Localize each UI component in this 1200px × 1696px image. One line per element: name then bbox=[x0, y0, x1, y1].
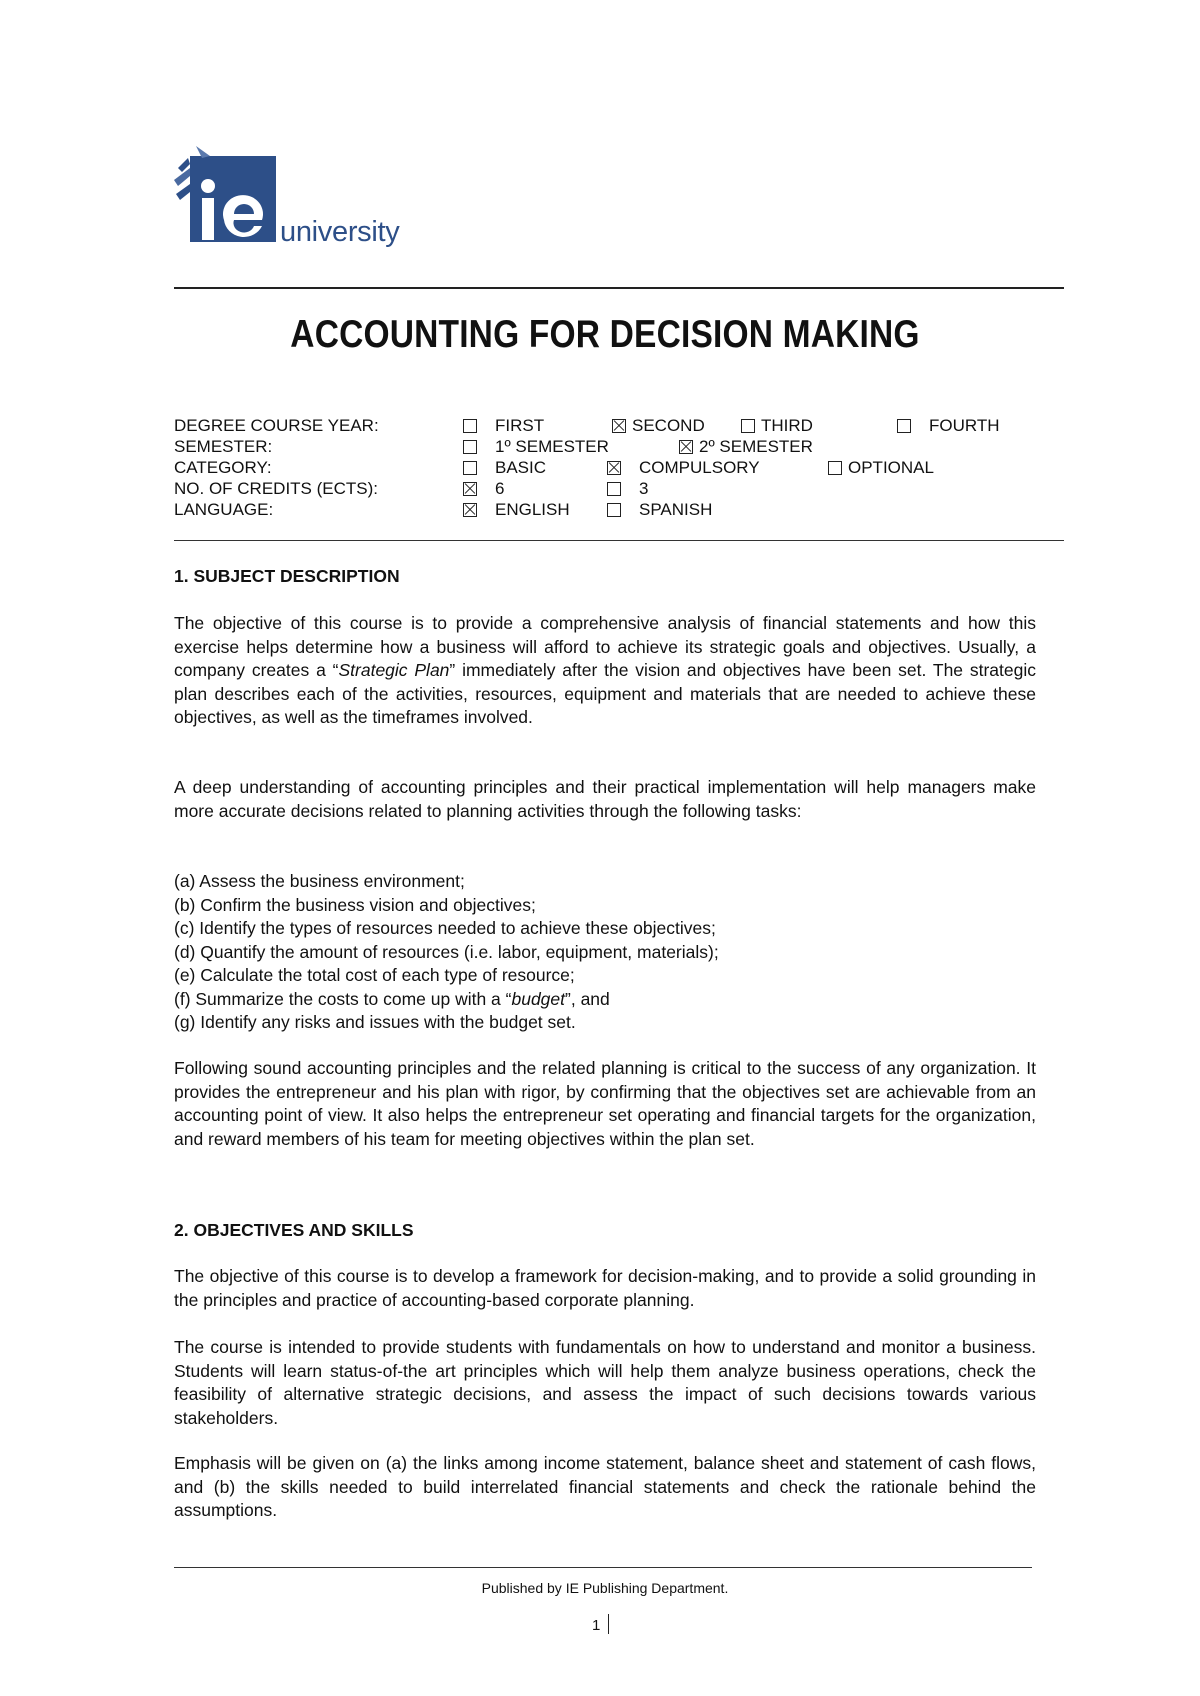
option-first[interactable]: FIRST bbox=[463, 415, 544, 436]
section-2-paragraph-1: The objective of this course is to develop a framework for decision-making, and to provide a solid grounding in the principles and practice of accounting-based corporate planning. bbox=[174, 1266, 1036, 1310]
section-2-paragraph-2: The course is intended to provide students with fundamentals on how to understand and monitor a business. Students will learn status-of-the art principles which will help them analyze business operations, check the feasibility of alternative strategic decisions, and assess the impact of such decisions towards various stakeholders. bbox=[174, 1337, 1036, 1428]
footer-publisher: Published by IE Publishing Department. bbox=[481, 1580, 729, 1596]
page-number-bar bbox=[608, 1614, 609, 1634]
label-category: CATEGORY: bbox=[174, 458, 272, 477]
option-spanish[interactable]: SPANISH bbox=[607, 499, 712, 520]
top-divider bbox=[174, 287, 1064, 289]
ie-logo-mark bbox=[174, 146, 284, 246]
list-item: (g) Identify any risks and issues with the budget set. bbox=[174, 1012, 576, 1032]
checkbox-compulsory[interactable] bbox=[607, 461, 621, 475]
checkbox-2-semester[interactable] bbox=[679, 440, 693, 454]
strategic-plan-emphasis: Strategic Plan bbox=[338, 660, 450, 680]
ie-university-logo bbox=[174, 146, 424, 258]
option-compulsory[interactable]: COMPULSORY bbox=[607, 457, 760, 478]
option-second[interactable]: SECOND bbox=[612, 415, 705, 436]
info-divider bbox=[174, 540, 1064, 541]
section-2-paragraph-3: Emphasis will be given on (a) the links among income statement, balance sheet and statement of cash flows, and (b) the skills needed to build interrelated financial statements and check the rationale behind the assumptions. bbox=[174, 1453, 1036, 1520]
page-number: 1 bbox=[592, 1617, 601, 1634]
checkbox-1-semester[interactable] bbox=[463, 440, 477, 454]
section-1-paragraph-1: The objective of this course is to provide a comprehensive analysis of financial statements and how this exercise helps determine how a business will afford to achieve its strategic goals and objectives. Usually, a company creates a “Strategic Plan” immediately after the vision and objectives have been set. The strategic plan describes each of the activities, resources, equipment and materials that are needed to achieve these objectives, as well as the timeframes involved. bbox=[174, 613, 1037, 727]
list-item: (f) Summarize the costs to come up with a “budget”, and bbox=[174, 988, 610, 1009]
label-semester: SEMESTER: bbox=[174, 437, 273, 456]
checkbox-spanish[interactable] bbox=[607, 503, 621, 517]
option-third[interactable]: THIRD bbox=[741, 415, 813, 436]
checkbox-fourth[interactable] bbox=[897, 419, 911, 433]
label-language: LANGUAGE: bbox=[174, 500, 274, 519]
option-credits-3[interactable]: 3 bbox=[607, 478, 648, 499]
section-1-paragraph-3: Following sound accounting principles and the related planning is critical to the success of any organization. It provides the entrepreneur and his plan with rigor, by confirming that the objectives set are achievable from an accounting point of view. It also helps the entrepreneur set operating and financial targets for the organization, and reward members of his team for meeting objectives within the plan set. bbox=[174, 1058, 1036, 1149]
option-1-semester[interactable]: 1º SEMESTER bbox=[463, 436, 609, 457]
option-optional[interactable]: OPTIONAL bbox=[828, 457, 934, 478]
option-english[interactable]: ENGLISH bbox=[463, 499, 570, 520]
section-1-paragraph-2: A deep understanding of accounting principles and their practical implementation will help managers make more accurate decisions related to planning activities through the following tasks: bbox=[174, 777, 1036, 821]
checkbox-english[interactable] bbox=[463, 503, 477, 517]
label-degree-course-year: DEGREE COURSE YEAR: bbox=[174, 416, 379, 435]
checkbox-credits-6[interactable] bbox=[463, 482, 477, 496]
option-credits-6[interactable]: 6 bbox=[463, 478, 504, 499]
list-item: (e) Calculate the total cost of each type of resource; bbox=[174, 965, 575, 985]
list-item: (d) Quantify the amount of resources (i.e. labor, equipment, materials); bbox=[174, 941, 719, 962]
list-item: (a) Assess the business environment; bbox=[174, 871, 465, 891]
list-item: (c) Identify the types of resources needed to achieve these objectives; bbox=[174, 918, 716, 938]
checkbox-basic[interactable] bbox=[463, 461, 477, 475]
checkbox-third[interactable] bbox=[741, 419, 755, 433]
section-1-heading: 1. SUBJECT DESCRIPTION bbox=[174, 566, 400, 586]
section-2-heading: 2. OBJECTIVES AND SKILLS bbox=[174, 1220, 414, 1240]
option-fourth[interactable]: FOURTH bbox=[897, 415, 1000, 436]
task-list bbox=[174, 870, 1036, 1035]
budget-emphasis: budget bbox=[511, 988, 566, 1009]
option-2-semester[interactable]: 2º SEMESTER bbox=[679, 436, 813, 457]
list-item: (b) Confirm the business vision and objectives; bbox=[174, 894, 536, 915]
logo-wordmark: university bbox=[280, 216, 400, 248]
footer-divider bbox=[174, 1567, 1032, 1568]
document-title: ACCOUNTING FOR DECISION MAKING bbox=[290, 313, 920, 356]
option-basic[interactable]: BASIC bbox=[463, 457, 546, 478]
checkbox-second[interactable] bbox=[612, 419, 626, 433]
checkbox-optional[interactable] bbox=[828, 461, 842, 475]
checkbox-first[interactable] bbox=[463, 419, 477, 433]
label-credits: NO. OF CREDITS (ECTS): bbox=[174, 479, 378, 498]
checkbox-credits-3[interactable] bbox=[607, 482, 621, 496]
